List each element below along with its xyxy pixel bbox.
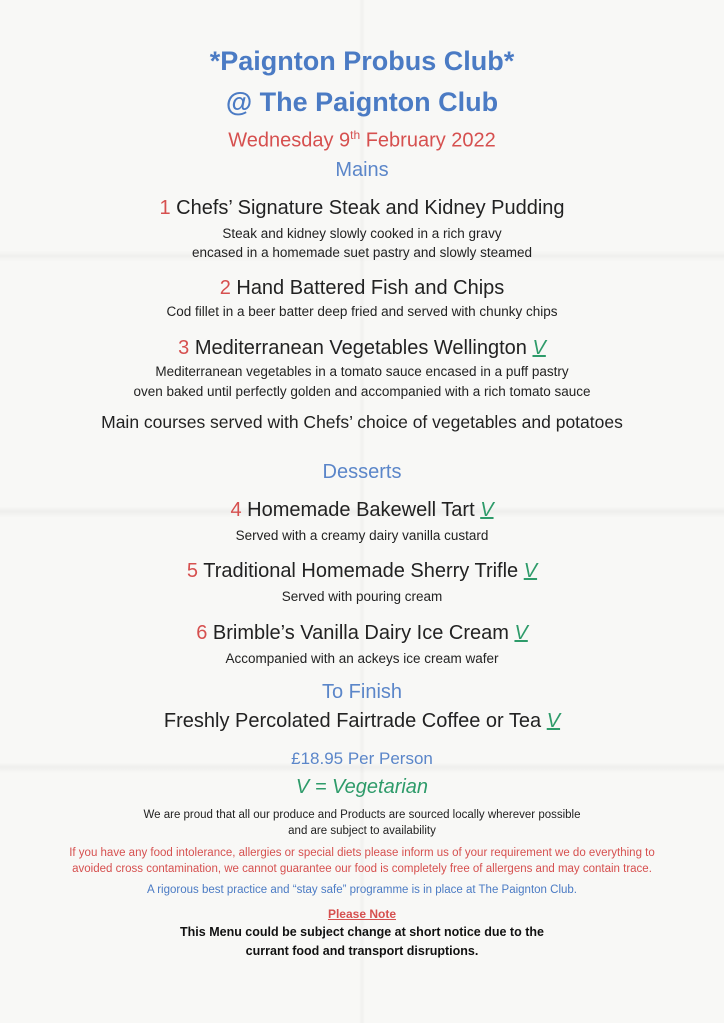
disruption-note: This Menu could be subject change at short notice due to the bbox=[180, 925, 544, 939]
vegetarian-key: V = Vegetarian bbox=[295, 776, 429, 798]
dessert-item-4-desc: Served with a creamy dairy vanilla custard bbox=[235, 528, 489, 543]
mains-heading: Mains bbox=[335, 159, 389, 181]
allergy-notice: If you have any food intolerance, allergies or special diets please inform us of your requirement we do everything to bbox=[69, 847, 655, 859]
stay-safe-note: A rigorous best practice and “stay safe” programme is in place at The Paignton Club. bbox=[147, 884, 577, 896]
vegetarian-mark: V bbox=[523, 560, 538, 582]
vegetarian-mark: V bbox=[514, 622, 528, 644]
dessert-item-5: 5 Traditional Homemade Sherry Trifle V bbox=[186, 560, 538, 582]
finish-heading: To Finish bbox=[321, 681, 403, 703]
venue-title: @ The Paignton Club bbox=[225, 87, 499, 117]
event-date: Wednesday 9th February 2022 bbox=[228, 128, 496, 152]
dessert-item-5-desc: Served with pouring cream bbox=[281, 589, 443, 604]
local-produce-note: We are proud that all our produce and Products are sourced locally wherever possible bbox=[143, 809, 581, 821]
dessert-item-6: 6 Brimble’s Vanilla Dairy Ice Cream V bbox=[196, 622, 528, 644]
club-title: *Paignton Probus Club* bbox=[209, 46, 515, 76]
disruption-note: currant food and transport disruptions. bbox=[245, 944, 479, 958]
main-item-2: 2 Hand Battered Fish and Chips bbox=[219, 277, 505, 299]
allergy-notice: avoided cross contamination, we cannot guarantee our food is completely free of allergens and may contain trace. bbox=[72, 863, 652, 875]
main-item-1: 1 Chefs’ Signature Steak and Kidney Pudding bbox=[159, 197, 565, 219]
main-item-3-desc: oven baked until perfectly golden and accompanied with a rich tomato sauce bbox=[133, 384, 591, 399]
main-item-3: 3 Mediterranean Vegetables Wellington V bbox=[178, 337, 546, 359]
dessert-item-6-desc: Accompanied with an ackeys ice cream wafer bbox=[225, 651, 499, 666]
desserts-heading: Desserts bbox=[322, 461, 402, 483]
main-item-3-desc: Mediterranean vegetables in a tomato sauce encased in a puff pastry bbox=[155, 364, 569, 379]
main-item-1-desc: encased in a homemade suet pastry and slowly steamed bbox=[192, 245, 532, 260]
availability-note: and are subject to availability bbox=[288, 825, 436, 837]
dessert-item-4: 4 Homemade Bakewell Tart V bbox=[230, 499, 494, 521]
vegetarian-mark: V bbox=[532, 337, 546, 359]
mains-note: Main courses served with Chefs’ choice of vegetables and potatoes bbox=[101, 412, 623, 432]
main-item-1-desc: Steak and kidney slowly cooked in a rich gravy bbox=[222, 226, 502, 241]
vegetarian-mark: V bbox=[546, 710, 561, 732]
please-note-heading: Please Note bbox=[327, 907, 397, 921]
finish-item: Freshly Percolated Fairtrade Coffee or Tea V bbox=[163, 710, 561, 732]
main-item-2-desc: Cod fillet in a beer batter deep fried and served with chunky chips bbox=[166, 304, 558, 319]
price: £18.95 Per Person bbox=[291, 749, 433, 768]
vegetarian-mark: V bbox=[480, 499, 494, 521]
